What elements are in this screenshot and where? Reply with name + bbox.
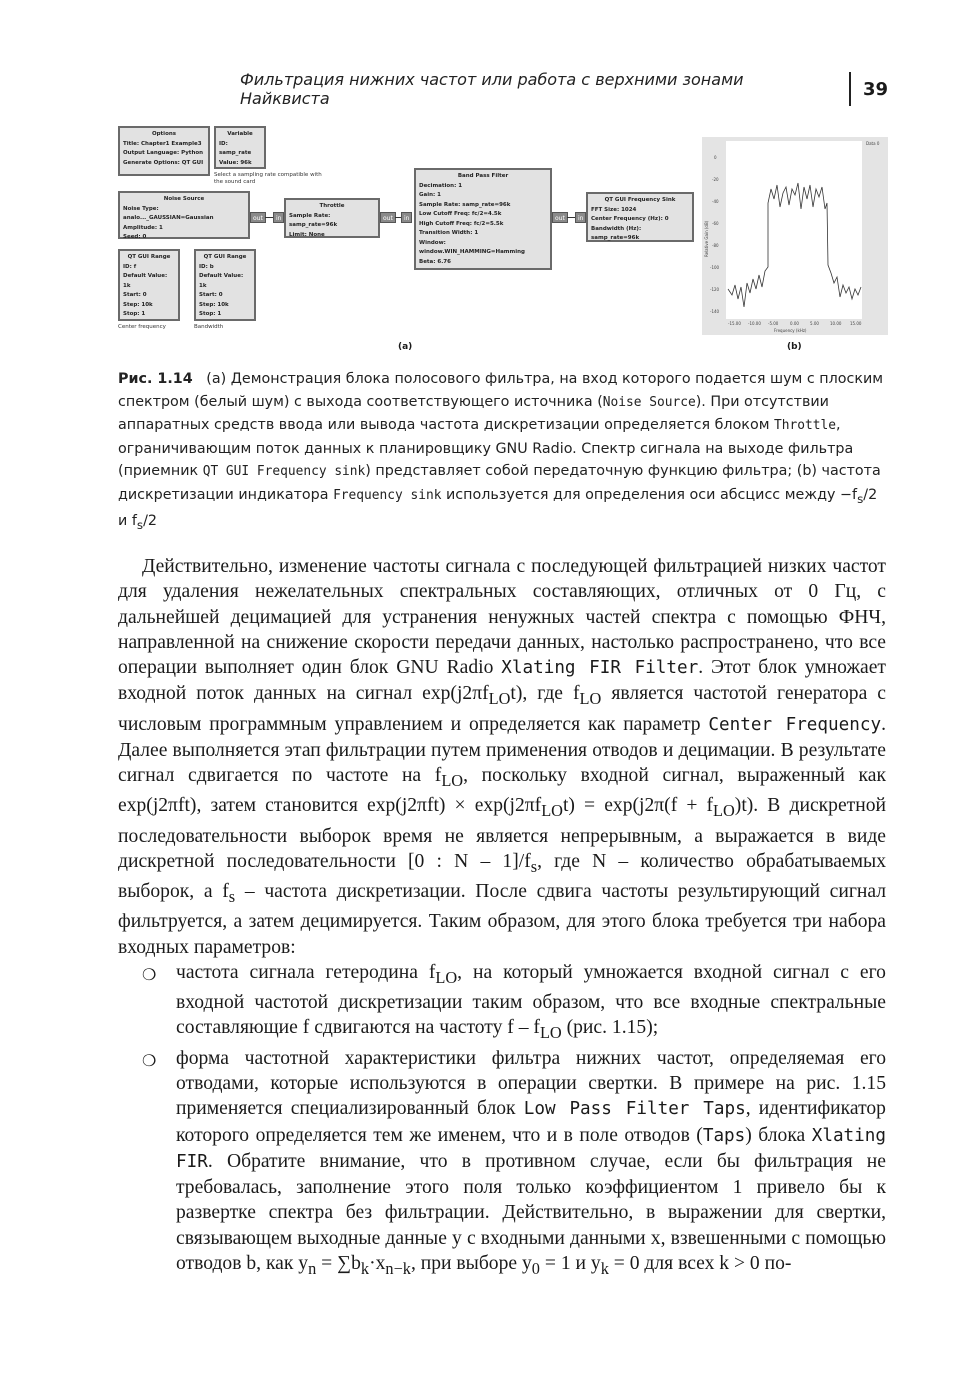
svg-text:-15.00: -15.00 [728,321,741,326]
body-text [118,554,886,1281]
caption-label: Рис. 1.14 [118,371,193,387]
frequency-sink-block [586,192,694,242]
code-frequency-sink: Frequency sink [333,487,442,503]
port-out: out [380,212,396,223]
block-title: QT GUI Frequency Sink [604,197,676,203]
block-line: Low Cutoff Freq: fc/2=4.5k [419,211,502,217]
parameter-list [118,960,886,1281]
svg-text:5.00: 5.00 [810,321,819,326]
port-in: in [575,212,586,223]
frequency-response-chart [702,137,888,335]
svg-text:Frequency (kHz): Frequency (kHz) [774,328,807,333]
page-number: 39 [862,78,888,100]
svg-text:10.00: 10.00 [830,321,842,326]
svg-text:-100: -100 [710,265,720,270]
block-title: Throttle [319,203,345,209]
bullet-circle-icon: ❍ [142,964,157,984]
figure-caption [118,368,888,536]
svg-text:-20: -20 [712,177,719,182]
svg-text:0.00: 0.00 [790,321,799,326]
code-low-pass-filter-taps: Low Pass Filter Taps [523,1099,746,1120]
subscript: s [136,517,144,532]
block-line: Start: 0 [199,292,223,298]
range-block-bandwidth [194,249,256,321]
block-line: Step: 10k [199,301,229,308]
block-line: Amplitude: 1 [123,224,163,231]
block-line: Noise Type: analo..._GAUSSIAN=Gaussian [123,205,214,221]
subfigure-label-a: (a) [398,342,413,352]
variable-note: Select a sampling rate compatible with the sound card [214,172,322,185]
header-divider [849,72,851,106]
caption-text: ) представляет собой передаточную функцию фильтра; (b) частота дискретизации индикатора [118,463,881,503]
caption-text: , ограничивающим поток данных к планировщику GNU Radio. Спектр сигнала на выходе фильтра (приемник [118,417,854,479]
caption-text: (а) Демонстрация блока полосового фильтра, на вход которого подается шум с плоским спектром (белый шум) с выхода соответствующего источника ( [118,371,884,410]
band-pass-filter-block [414,168,552,270]
caption-text: /2 и f [118,486,878,529]
block-title: Variable [227,131,253,137]
caption-text: /2 [143,512,157,529]
block-line: Default Value: 1k [123,273,168,289]
block-title: Band Pass Filter [457,173,509,179]
block-line: Gain: 1 [419,192,441,198]
block-line: Value: 96k [219,159,252,166]
block-line: Sample Rate: samp_rate=96k [289,212,338,228]
port-in: in [401,212,412,223]
svg-text:-60: -60 [712,221,719,226]
options-block [118,126,210,176]
block-title: Noise Source [163,196,205,202]
paragraph: Действительно, изменение частоты сигнала с последующей фильтрацией низких частот для удаления нежелательных спектральных составляющих, отличных от 0 Гц, с дальнейшей децимацией для устранения ненужных частей спектра с помощью ФНЧ, направленной на снижение скорости передачи данных, настолько распространено, что все операции выполняет один блок GNU Radio Xlating FIR Filter. Этот блок умножает входной поток данных на сигнал $\exp(j2\pi f_{LO}t)$, где $f_{LO}$ является частотой генератора с числовым программным управлением и определяется как параметр Center Frequency. Далее выполняется этап фильтрации путем применения отводов и децимации. В результате сигнал сдвигается по частоте на $f_{LO}$, поскольку входной сигнал, выраженный как exp(j2πft), затем становится $\exp(j2\pi ft) \times \exp(j2\pi f_{LO}t) = \exp(j2\pi(f + f_{LO})t)$. В дискретной последовательности выборок время не является непрерывным, а выражается в виде дискретной последовательности [0 : N – $1]/f_s$, где N – количество обрабатываемых выборок, а $f_s$ – частота дискретизации. После сдвига частоты результирующий сигнал фильтруется, а затем децимируется. Таким образом, для этого блока требуется три набора входных параметров: [118,556,886,958]
svg-text:-120: -120 [710,287,720,292]
svg-text:-5.00: -5.00 [768,321,779,326]
block-line: Step: 10k [123,301,153,308]
code-xlating-fir: Xlating FIR [176,1125,886,1172]
block-title: QT GUI Range [203,254,247,260]
throttle-block [284,198,380,238]
block-title: QT GUI Range [127,254,171,260]
noise-source-block [118,191,250,239]
svg-text:-80: -80 [712,243,719,248]
list-item: ❍ частота сигнала гетеродина $f_{LO}$, на который умножается входной сигнал с его входной частотой дискретизации таким образом, что все входные спектральные составляющие f сдвигаются на частоту f – $f_{LO}$ (рис. 1.15); [142,961,886,1043]
block-line: Window: window.WIN_HAMMING=Hamming [419,239,525,255]
block-line: Default Value: 1k [199,273,244,289]
svg-text:15.00: 15.00 [850,321,862,326]
figure-1-14 [116,126,888,356]
block-line: Title: Chapter1 Example3 [123,140,202,147]
connection-arrow [265,217,273,218]
caption-text: используется для определения оси абсцисс между −f [441,486,858,503]
code-xlating-fir-filter: Xlating FIR Filter [501,658,699,679]
svg-text:-10.00: -10.00 [748,321,761,326]
block-line: Beta: 6.76 [419,258,451,265]
block-line: ID: f [123,263,137,270]
block-line: Center Frequency (Hz): 0 [591,216,669,222]
block-line: ID: b [199,263,214,270]
code-qt-gui-frequency-sink: QT GUI Frequency sink [202,464,366,479]
block-line: Stop: 1 [123,311,146,317]
code-taps: Taps [702,1125,746,1146]
block-line: Transition Width: 1 [419,230,479,236]
range-label: Bandwidth [194,324,224,330]
block-line: Start: 0 [123,292,147,298]
list-item: ❍ форма частотной характеристики фильтра нижних частот, определяемая его отводами, которые используются в операции свертки. В примере на рис. 1.15 применяется специализированный блок Low Pass Filter Taps, идентификатор которого определяется тем же именем, что и в поле отводов (Taps) блока Xlating FIR. Обратите внимание, что в противном случае, если бы фильтрация не требовалась, заполнение этого поля только коэффициентом 1 привело бы к развертке спектра без фильтрации. Действительно, в выражении для свертки, связывающем выходные данные y с входными данными x, взвешенными с помощью отводов b, как $y_n = \sum b_k\cdot x_{n-k}$, при выборе $y_0 = 1$ и $y_k = 0$ для всех k > 0 по- [142,1047,886,1278]
block-line: FFT Size: 1024 [591,206,637,213]
code-center-frequency: Center Frequency [708,714,882,735]
block-line: Stop: 1 [199,311,222,317]
block-line: Bandwidth (Hz): samp_rate=96k [591,225,642,241]
block-line: Sample Rate: samp_rate=96k [419,201,511,208]
range-block-center-frequency [118,249,180,321]
caption-text: ). При отсутствии аппаратных средств ввода или вывода частота дискретизации определяется блоком [118,393,829,433]
variable-block [214,126,266,169]
port-out: out [250,212,266,223]
svg-text:Relative Gain (dB): Relative Gain (dB) [704,220,709,257]
port-in: in [273,212,284,223]
spectrum-plot [702,137,888,335]
running-title: Фильтрация нижних частот или работа с верхними зонами Найквиста [240,70,744,108]
svg-text:-40: -40 [712,199,719,204]
code-throttle: Throttle [774,418,836,433]
running-header [240,72,888,106]
subscript: s [857,491,864,506]
connection-arrow [567,217,575,218]
block-line: Output Language: Python [123,150,204,156]
svg-text:0: 0 [714,155,717,160]
block-line: Seed: 0 [123,234,147,240]
svg-text:Data 0: Data 0 [866,141,880,146]
code-noise-source: Noise Source [602,394,696,410]
subfigure-label-b: (b) [787,342,802,352]
block-line: Generate Options: QT GUI [123,159,204,166]
bullet-circle-icon: ❍ [142,1050,157,1070]
block-line: Limit: None [289,231,325,238]
block-line: High Cutoff Freq: fc/2=5.5k [419,220,504,227]
block-title: Options [151,131,177,137]
block-line: ID: samp_rate [219,140,252,156]
svg-text:-140: -140 [710,309,720,314]
port-out: out [552,212,568,223]
range-label: Center frequency [118,324,166,330]
block-line: Decimation: 1 [419,182,463,189]
